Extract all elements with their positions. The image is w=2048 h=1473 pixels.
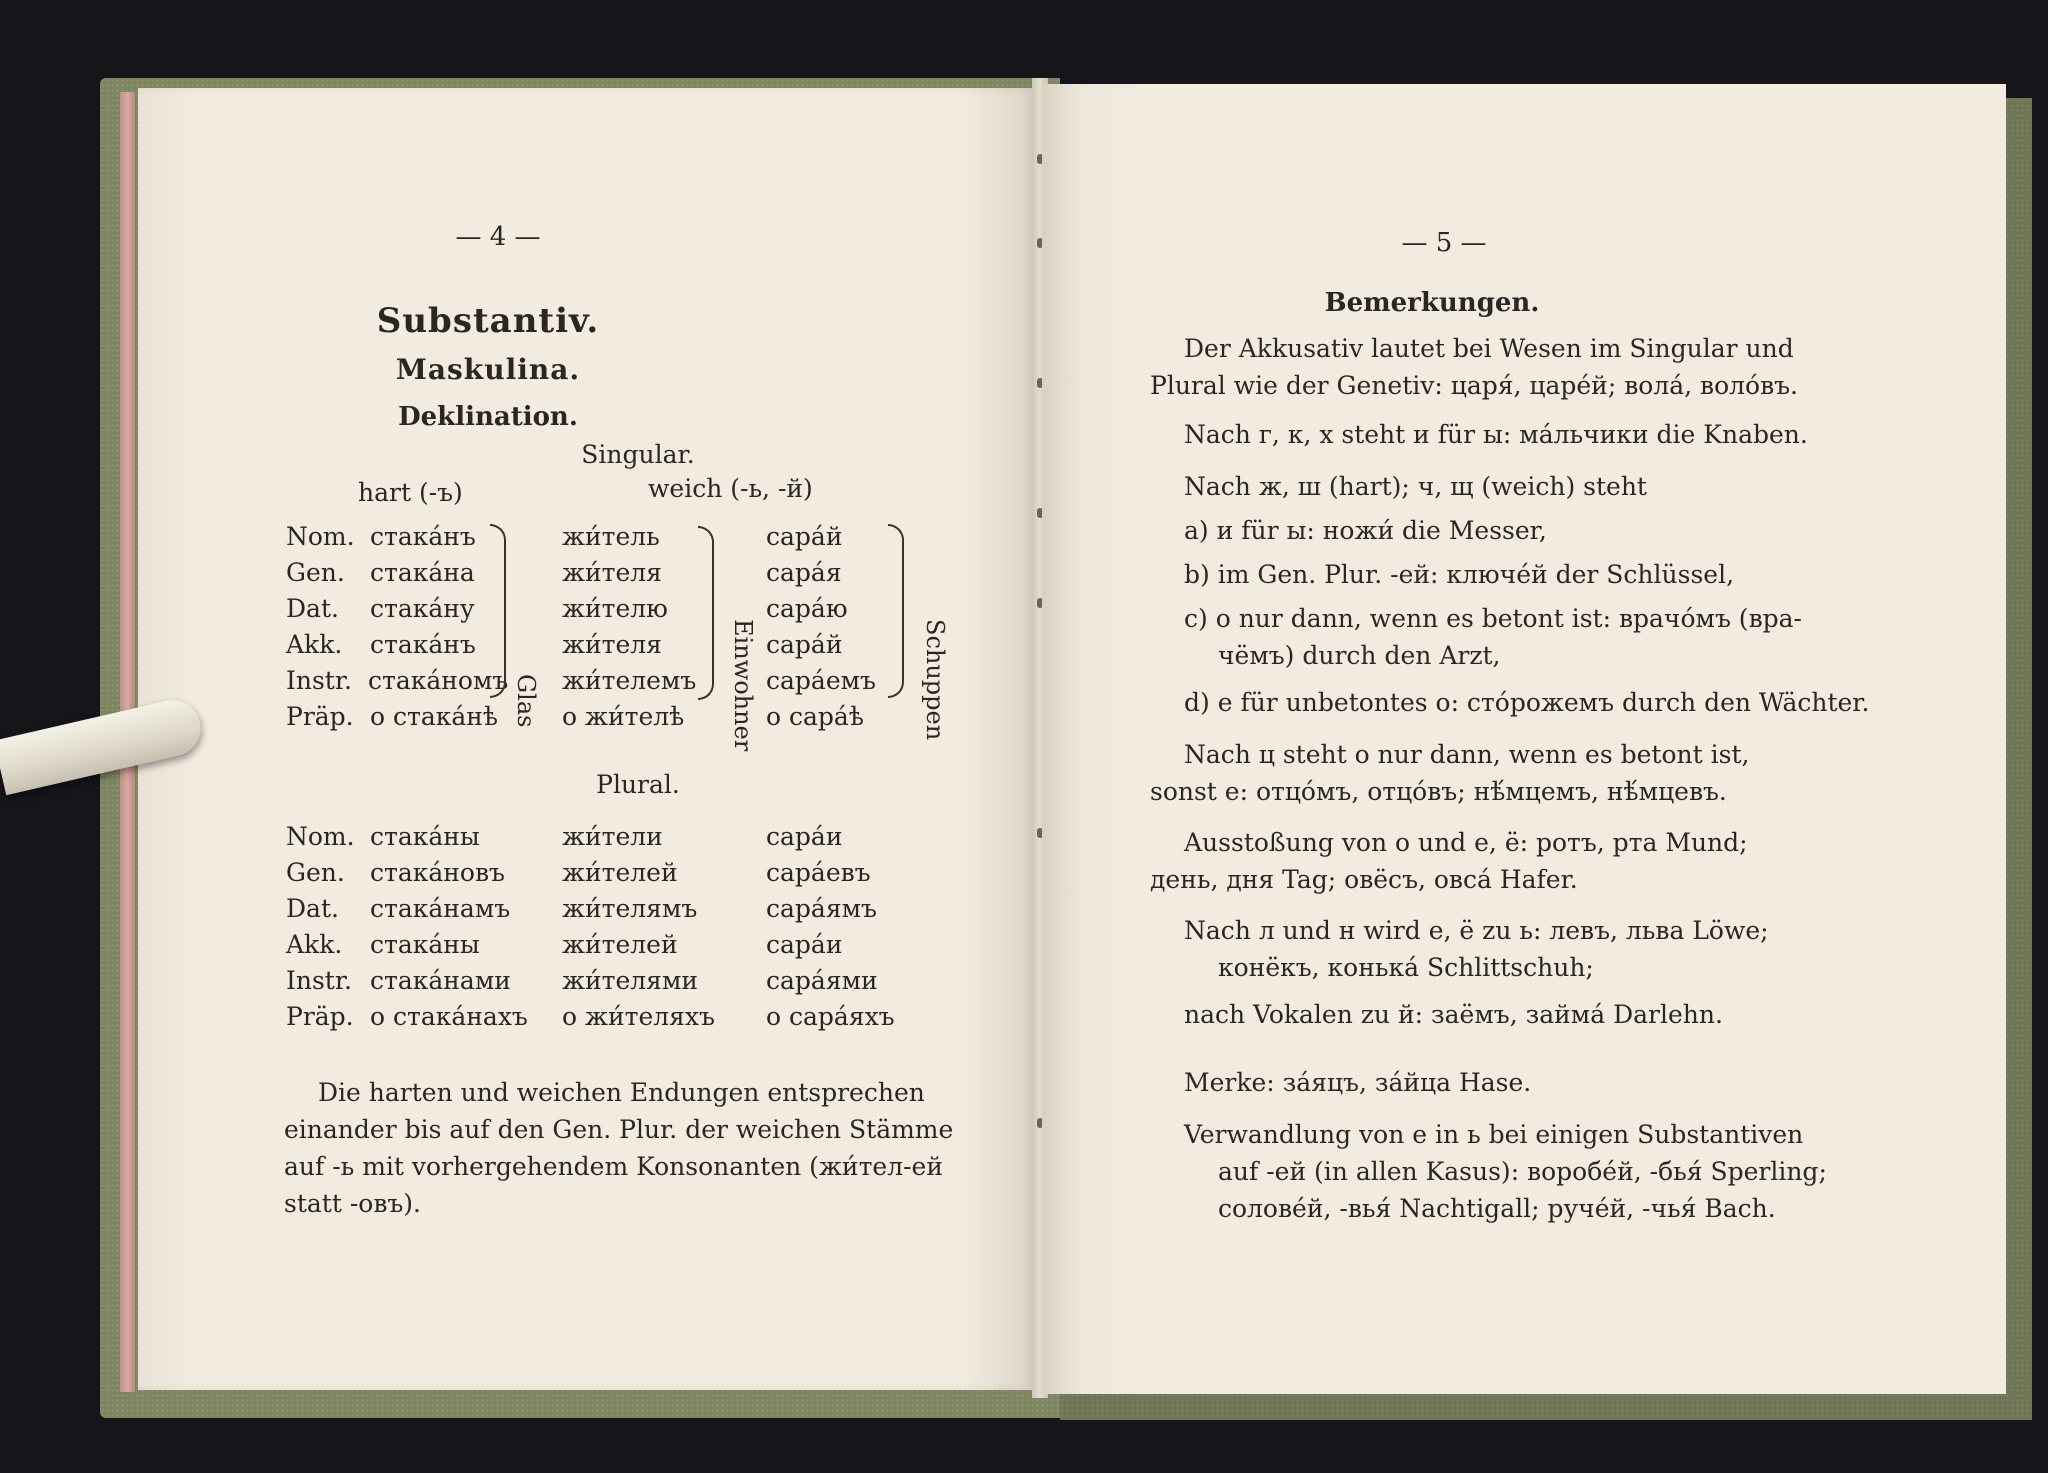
plural-soft1-form: жи́телей [562, 858, 678, 887]
remark-line: Merke: за́яцъ, за́йца Hase. [1184, 1068, 1532, 1097]
brace [698, 526, 714, 700]
note-line: auf -ь mit vorhergehendem Konsonanten (жи́тел-ей [284, 1152, 943, 1181]
plural-hard-form: стака́намъ [370, 894, 511, 923]
singular-hard-form: о стака́нѣ [370, 702, 499, 731]
right-page [1042, 84, 2006, 1394]
plural-soft1-form: жи́телями [562, 966, 699, 995]
plural-hard-form: стака́новъ [370, 858, 505, 887]
gloss-hard: Glas [512, 674, 540, 728]
remark-line: солове́й, -вья́ Nachtigall; руче́й, -чья́ Bach. [1218, 1194, 1776, 1223]
singular-soft1-form: жи́телемъ [562, 666, 697, 695]
remark-line: d) е für unbetontes о: сто́рожемъ durch den Wächter. [1184, 688, 1870, 717]
remark-paragraph [1184, 600, 1802, 674]
case-label: Nom. [286, 522, 355, 551]
remark-paragraph [1184, 912, 1769, 986]
note-line: einander bis auf den Gen. Plur. der weichen Stämme [284, 1115, 954, 1144]
singular-soft1-form: жи́телю [562, 594, 668, 623]
remark-line: b) im Gen. Plur. -ей: ключе́й der Schlüssel, [1184, 560, 1735, 589]
gloss-soft1: Einwohner [729, 619, 757, 752]
remark-line: Nach ж, ш (hart); ч, щ (weich) steht [1184, 472, 1647, 501]
remark-line: c) о nur dann, wenn es betont ist: врачо́мъ (вра- [1184, 604, 1802, 633]
case-label: Akk. [286, 930, 343, 959]
remark-line: день, дня Tag; овёсъ, овса́ Hafer. [1150, 865, 1578, 894]
singular-soft1-form: жи́тель [562, 522, 660, 551]
case-label: Instr. [286, 966, 353, 995]
singular-soft1-form: о жи́телѣ [562, 702, 685, 731]
open-book [100, 78, 2032, 1418]
singular-soft2-form: сара́й [766, 522, 843, 551]
gloss-soft2: Schuppen [921, 619, 949, 741]
singular-hard-form: стака́нъ [370, 630, 476, 659]
case-label: Nom. [286, 822, 355, 851]
remark-paragraph [1184, 512, 1547, 549]
plural-soft1-form: жи́телей [562, 930, 678, 959]
section-heading: Deklination. [398, 402, 578, 432]
case-label: Instr. [286, 666, 353, 695]
plural-soft2-form: сара́ямъ [766, 894, 877, 923]
note-line: statt -овъ). [284, 1189, 421, 1218]
plural-hard-form: стака́нами [370, 966, 511, 995]
page-title: Substantiv. [376, 301, 600, 341]
singular-soft1-form: жи́теля [562, 558, 662, 587]
plural-soft2-form: сара́ями [766, 966, 878, 995]
singular-soft2-form: о сара́ѣ [766, 702, 864, 731]
hard-column-header: hart (-ъ) [358, 478, 463, 507]
remark-paragraph [1184, 1064, 1531, 1101]
remark-line: Der Akkusativ lautet bei Wesen im Singular und [1184, 334, 1794, 363]
brace [888, 524, 904, 698]
case-label: Dat. [286, 894, 339, 923]
remark-paragraph [1184, 684, 1869, 721]
remark-line: sonst е: отцо́мъ, отцо́въ; нѣ́мцемъ, нѣ́мцевъ. [1150, 777, 1727, 806]
singular-hard-form: стака́на [370, 558, 475, 587]
remark-paragraph [1184, 1116, 1827, 1227]
remark-line: nach Vokalen zu й: заёмъ, займа́ Darlehn. [1184, 1000, 1723, 1029]
left-page [138, 88, 1036, 1390]
remarks-title: Bemerkungen. [1324, 288, 1540, 318]
plural-hard-form: стака́ны [370, 930, 480, 959]
remark-line: чёмъ) durch den Arzt, [1218, 641, 1501, 670]
subtitle: Maskulina. [395, 353, 581, 386]
singular-soft2-form: сара́емъ [766, 666, 876, 695]
singular-hard-form: стака́нъ [370, 522, 476, 551]
plural-soft1-form: жи́телямъ [562, 894, 698, 923]
plural-soft1-form: жи́тели [562, 822, 663, 851]
singular-hard-form: стака́номъ [368, 666, 509, 695]
singular-soft1-form: жи́теля [562, 630, 662, 659]
plural-hard-form: стака́ны [370, 822, 480, 851]
left-page-number: — 4 — [455, 222, 541, 252]
remark-paragraph [1184, 416, 1808, 453]
singular-soft2-form: сара́ю [766, 594, 848, 623]
singular-soft2-form: сара́й [766, 630, 843, 659]
brace [490, 524, 506, 698]
remark-paragraph [1150, 824, 1748, 898]
case-label: Gen. [286, 558, 345, 587]
plural-soft2-form: о сара́яхъ [766, 1002, 895, 1031]
remark-paragraph [1184, 556, 1734, 593]
remark-line: a) и für ы: ножи́ die Messer, [1184, 516, 1547, 545]
remark-line: Verwandlung von е in ь bei einigen Substantiven [1184, 1120, 1804, 1149]
remark-paragraph [1184, 468, 1647, 505]
plural-label: Plural. [596, 770, 680, 799]
remarks-body [1150, 330, 1798, 404]
plural-soft1-form: о жи́теляхъ [562, 1002, 715, 1031]
plural-soft2-form: сара́и [766, 930, 843, 959]
case-label: Präp. [286, 702, 354, 731]
remark-line: Ausstoßung von о und е, ё: ротъ, рта Mund; [1184, 828, 1748, 857]
remark-line: auf -ей (in allen Kasus): воробе́й, -бья́ Sperling; [1218, 1157, 1827, 1186]
remark-paragraph [1184, 996, 1723, 1033]
note-paragraph [284, 1074, 953, 1222]
note-line: Die harten und weichen Endungen entsprechen [318, 1078, 925, 1107]
singular-soft2-form: сара́я [766, 558, 842, 587]
remark-line: конёкъ, конька́ Schlittschuh; [1218, 953, 1594, 982]
case-label: Präp. [286, 1002, 354, 1031]
plural-hard-form: о стака́нахъ [370, 1002, 528, 1031]
singular-label: Singular. [581, 440, 695, 469]
remark-paragraph [1150, 736, 1749, 810]
case-label: Gen. [286, 858, 345, 887]
remark-line: Nach ц steht о nur dann, wenn es betont ist, [1184, 740, 1750, 769]
plural-soft2-form: сара́евъ [766, 858, 871, 887]
remark-line: Nach г, к, х steht и für ы: ма́льчики die Knaben. [1184, 420, 1808, 449]
case-label: Dat. [286, 594, 339, 623]
right-page-number: — 5 — [1401, 228, 1487, 258]
remark-line: Plural wie der Genetiv: царя́, царе́й; вола́, воло́въ. [1150, 371, 1798, 400]
case-label: Akk. [286, 630, 343, 659]
plural-soft2-form: сара́и [766, 822, 843, 851]
singular-hard-form: стака́ну [370, 594, 475, 623]
remark-line: Nach л und н wird е, ё zu ь: левъ, льва Löwe; [1184, 916, 1769, 945]
soft-column-header: weich (-ь, -й) [648, 474, 813, 503]
